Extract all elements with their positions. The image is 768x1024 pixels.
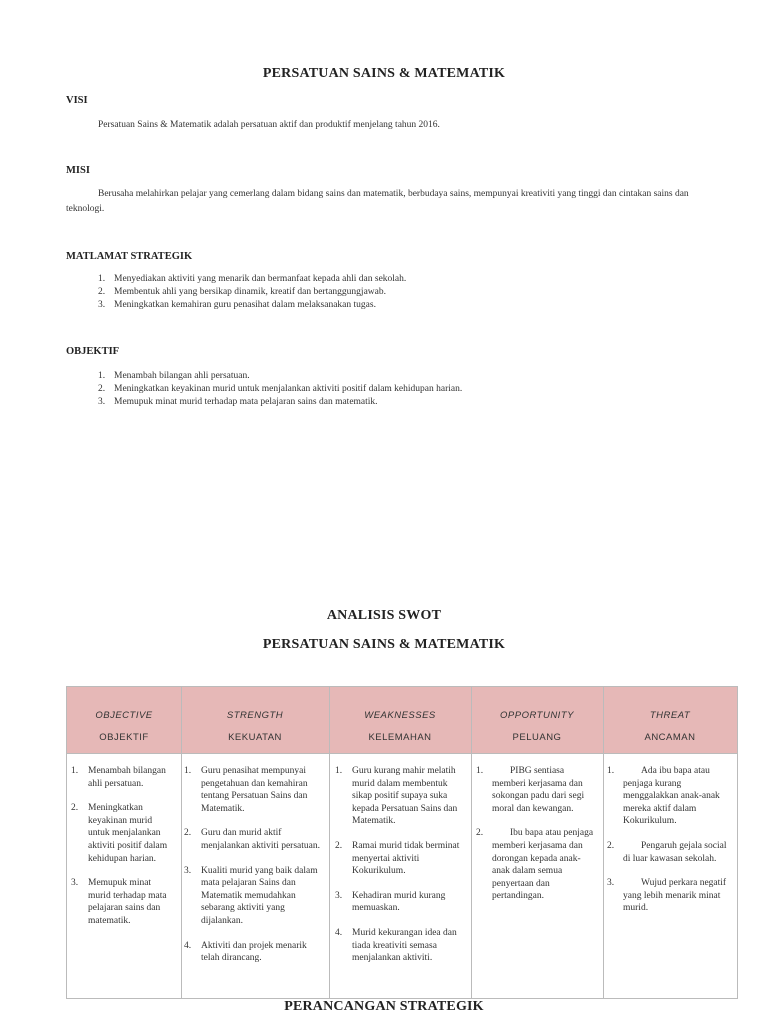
visi-text: Persatuan Sains & Matematik adalah persatuan aktif dan produktif menjelang tahun 2016. <box>98 120 440 130</box>
cell-threat <box>607 765 735 927</box>
list-item: 1. Guru penasihat mempunyai pengetahuan dan kemahiran tentang Persatuan Sains dan Matematik. <box>184 766 308 814</box>
cell-opportunity <box>476 765 598 915</box>
matlamat-list <box>0 273 406 311</box>
header-opportunity: OPPORTUNITY PELUANG <box>500 710 574 743</box>
list-item: 2. Pengaruh gejala social di luar kawasan sekolah. <box>607 840 727 864</box>
cell-weaknesses <box>335 765 464 977</box>
list-item: 2. Membentuk ahli yang bersikap dinamik, kreatif dan bertanggungjawab. <box>98 286 386 297</box>
misi-heading: MISI <box>66 165 90 176</box>
list-item: 3. Wujud perkara negatif yang lebih menarik minat murid. <box>607 878 727 914</box>
objektif-list <box>0 370 462 408</box>
list-item: 2. Meningkatkan keyakinan murid untuk menjalankan aktiviti positif dalam kehidupan harian. <box>71 803 168 864</box>
cell-objective <box>71 765 174 940</box>
matlamat-heading: MATLAMAT STRATEGIK <box>66 251 193 262</box>
list-item: 1. Menambah bilangan ahli persatuan. <box>71 766 166 789</box>
list-item: 1. Menyediakan aktiviti yang menarik dan bermanfaat kepada ahli dan sekolah. <box>98 274 407 284</box>
swot-subtitle: PERSATUAN SAINS & MATEMATIK <box>262 637 506 652</box>
list-item: 3. Meningkatkan kemahiran guru penasihat dalam melaksanakan tugas. <box>98 299 376 310</box>
list-item: 3. Memupuk minat murid terhadap mata pelajaran sains dan matematik. <box>71 878 167 926</box>
list-item: 1. Ada ibu bapa atau penjaga kurang menggalakkan anak-anak mereka aktif dalam Kokurikulum. <box>607 766 720 827</box>
swot-table <box>66 686 738 999</box>
list-item: 2. Ramai murid tidak berminat menyertai aktiviti Kokurikulum. <box>335 840 460 877</box>
list-item: 3. Kualiti murid yang baik dalam mata pelajaran Sains dan Matematik memudahkan sebarang aktiviti yang dijalankan. <box>184 865 318 926</box>
header-strength: STRENGTH KEKUATAN <box>226 710 284 743</box>
page-title: PERSATUAN SAINS & MATEMATIK <box>262 66 506 81</box>
header-objective: OBJECTIVE OBJEKTIF <box>95 710 153 743</box>
cell-strength <box>184 765 325 977</box>
list-item: 4. Murid kekurangan idea dan tiada kreativiti semasa menjalankan aktiviti. <box>335 927 457 964</box>
list-item: 3. Kehadiran murid kurang memuaskan. <box>335 890 446 914</box>
swot-title: ANALISIS SWOT <box>326 608 442 623</box>
visi-heading: VISI <box>66 95 88 106</box>
section-title-perancangan: PERANCANGAN STRATEGIK <box>284 999 484 1014</box>
misi-text: Berusaha melahirkan pelajar yang cemerlang dalam bidang sains dan matematik, berbudaya sains, mempunyai kreativiti yang tinggi dan cintakan sains dan teknologi. <box>66 189 689 214</box>
header-weaknesses: WEAKNESSES KELEMAHAN <box>364 710 436 743</box>
list-item: 1. Guru kurang mahir melatih murid dalam membentuk sikap positif supaya suka kepada Persatuan Sains dan Matematik. <box>335 766 458 827</box>
list-item: 2. Meningkatkan keyakinan murid untuk menjalankan aktiviti positif dalam kehidupan harian. <box>98 383 463 394</box>
list-item: 1. PIBG sentiasa memberi kerjasama dan sokongan padu dari segi moral dan kewangan. <box>476 766 585 814</box>
list-item: 2. Guru dan murid aktif menjalankan aktiviti persatuan. <box>184 828 320 851</box>
list-item: 1. Menambah bilangan ahli persatuan. <box>98 371 250 381</box>
list-item: 4. Aktiviti dan projek menarik telah dirancang. <box>184 940 307 964</box>
list-item: 2. Ibu bapa atau penjaga memberi kerjasama dan dorongan kepada anak-anak dalam semua penyertaan dan pertandingan. <box>476 828 594 902</box>
header-threat: THREAT ANCAMAN <box>644 710 696 743</box>
objektif-heading: OBJEKTIF <box>66 346 120 357</box>
list-item: 3. Memupuk minat murid terhadap mata pelajaran sains dan matematik. <box>98 396 378 407</box>
